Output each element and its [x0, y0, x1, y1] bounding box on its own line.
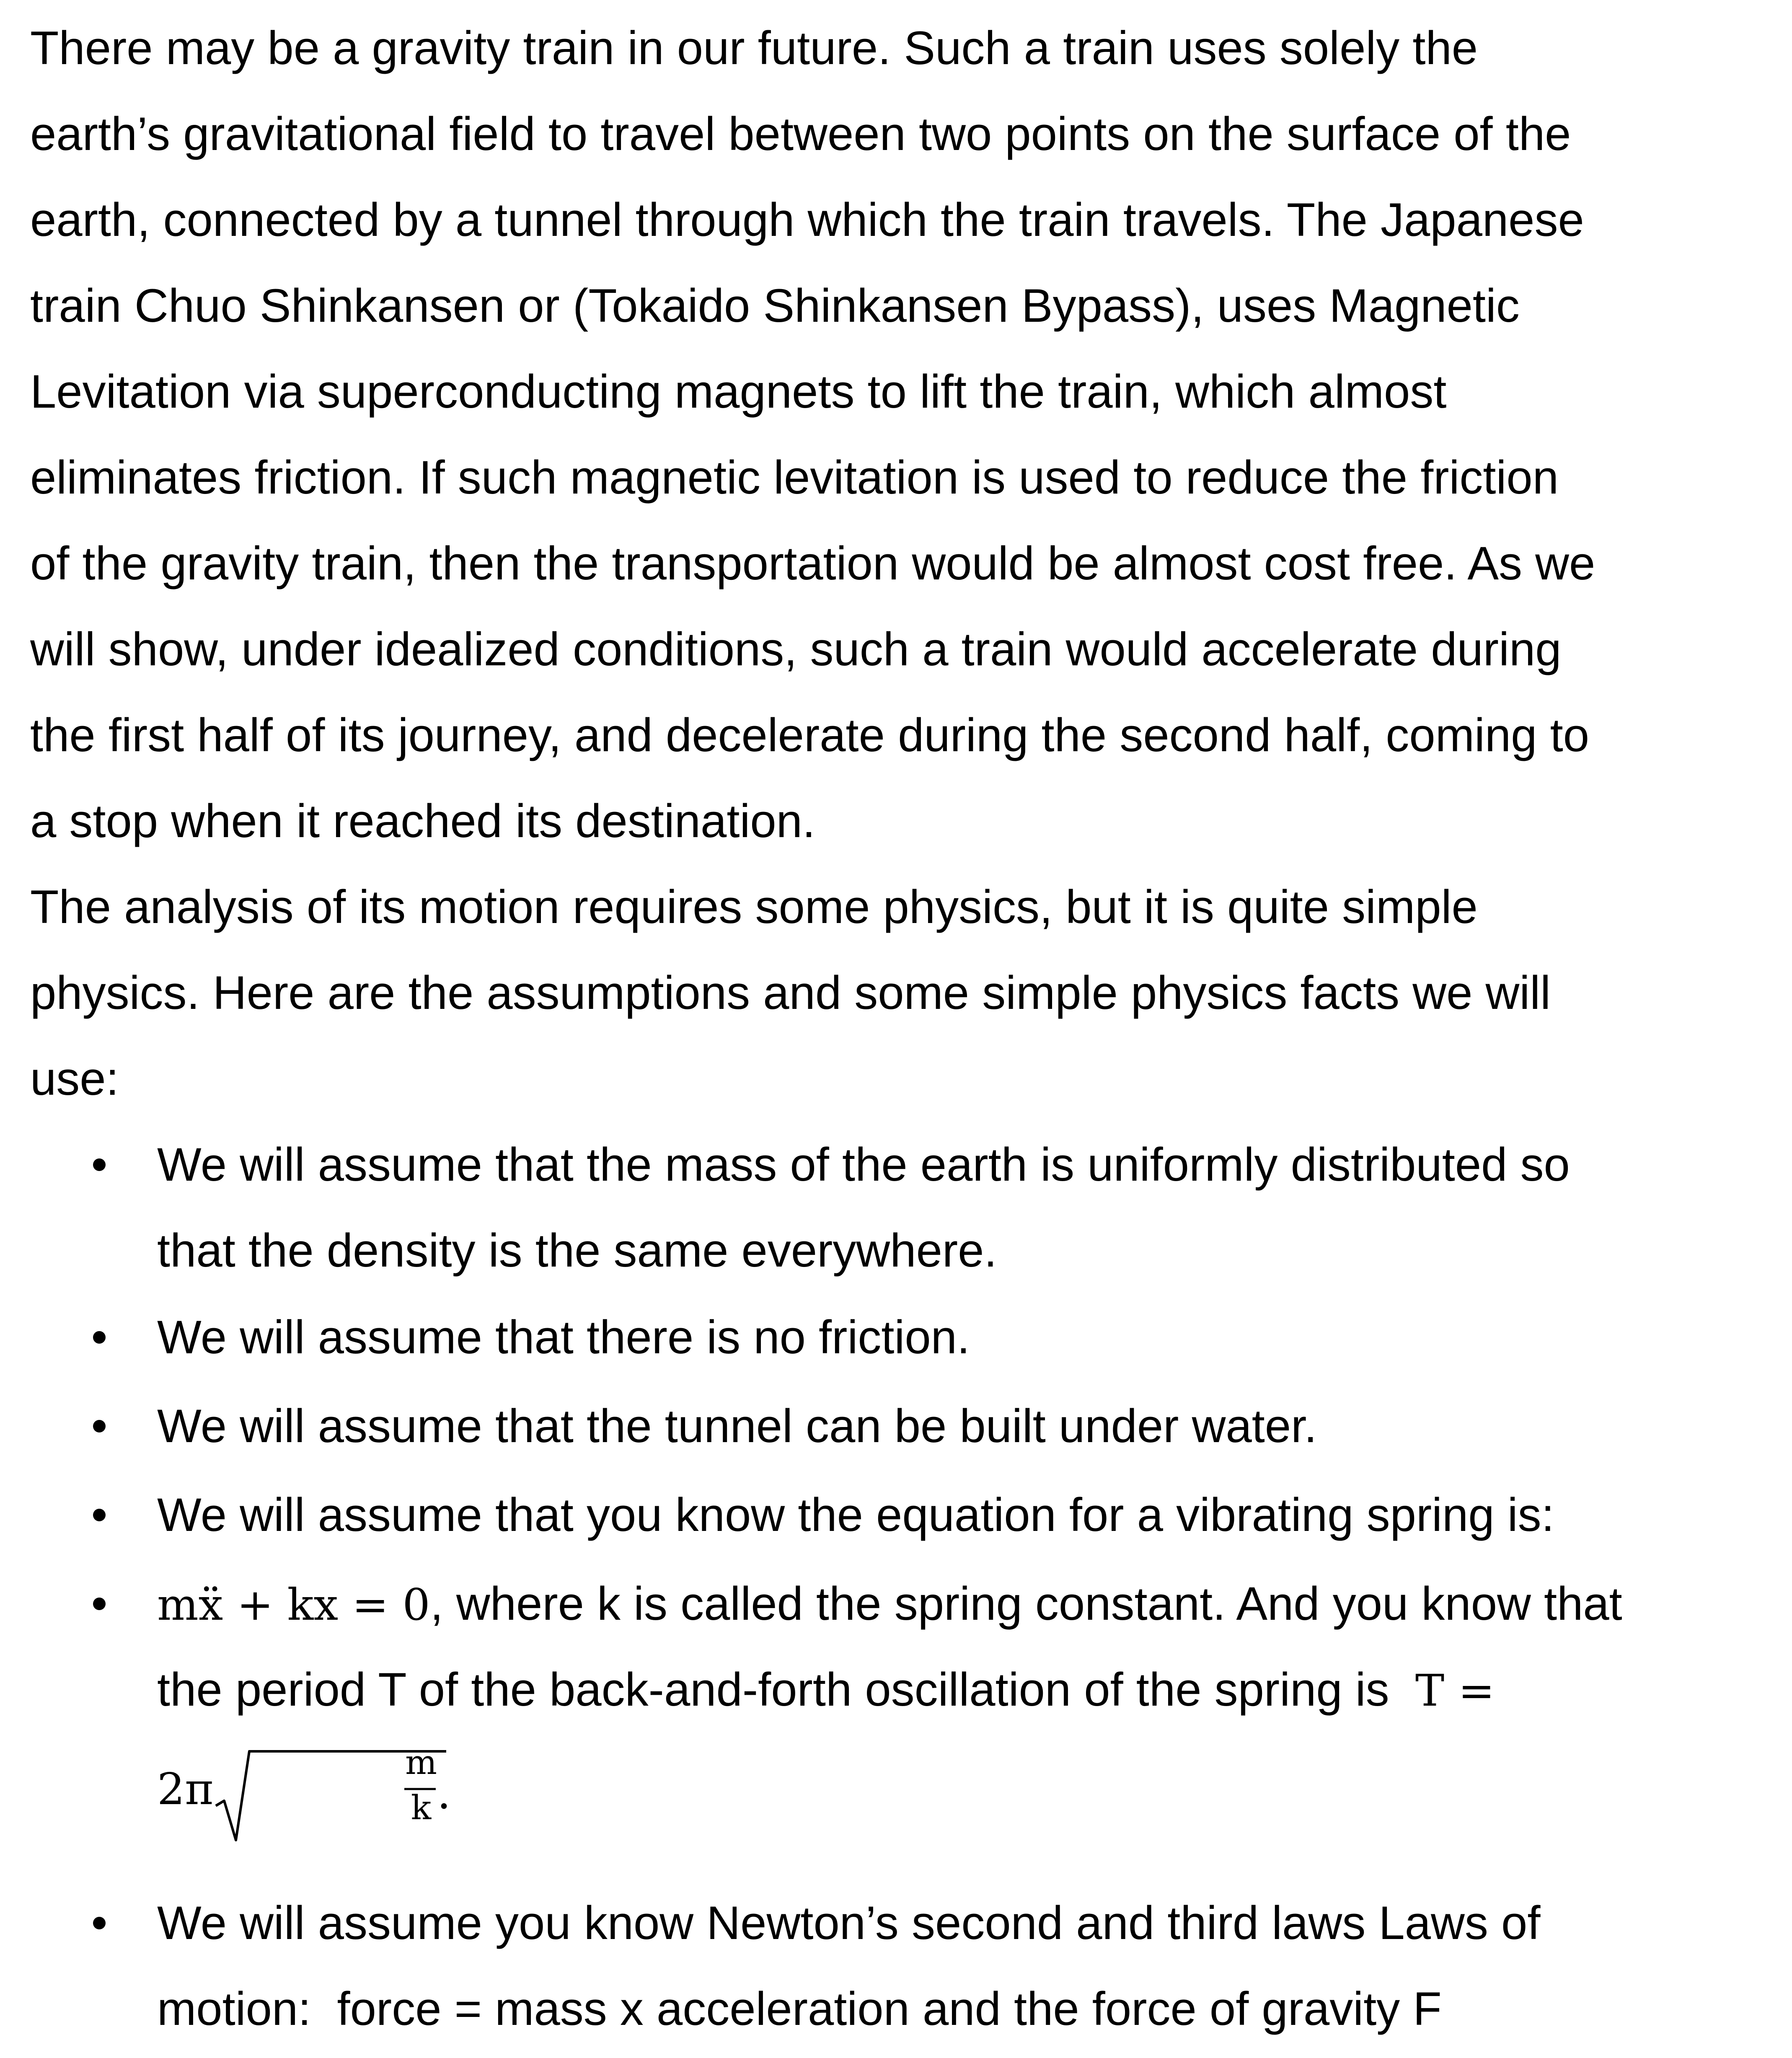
intro-line: earth’s gravitational field to travel between two points on the surface of the — [30, 108, 1571, 160]
bullet-text-line — [157, 1647, 1749, 1732]
bullet-text-line: We will assume that the tunnel can be built under water. — [157, 1400, 1317, 1452]
bullet-text-line — [157, 1561, 1749, 1647]
analysis-line: The analysis of its motion requires some physics, but it is quite simple — [30, 881, 1478, 933]
spring-equation-text: , where k is called the spring constant. And you know that — [430, 1577, 1622, 1630]
intro-line: There may be a gravity train in our future. Such a train uses solely the — [30, 22, 1478, 74]
analysis-line: physics. Here are the assumptions and some simple physics facts we will — [30, 967, 1551, 1019]
intro-line: train Chuo Shinkansen or (Tokaido Shinkansen Bypass), uses Magnetic — [30, 279, 1520, 332]
bullet-text-line: that the density is the same everywhere. — [157, 1224, 997, 1277]
formula-coefficient: 2π — [157, 1763, 214, 1815]
bullet-text-line: We will assume that there is no friction. — [157, 1311, 970, 1363]
bullet-icon — [93, 1598, 106, 1610]
bullet-icon — [93, 1158, 106, 1171]
intro-line: eliminates friction. If such magnetic levitation is used to reduce the friction — [30, 451, 1559, 504]
fraction-denominator: k — [411, 1788, 432, 1827]
bullet-icon — [93, 1420, 106, 1432]
formula-period: . — [437, 1768, 451, 1819]
intro-line: of the gravity train, then the transportation would be almost cost free. As we — [30, 537, 1595, 589]
intro-line: Levitation via superconducting magnets to lift the train, which almost — [30, 365, 1447, 418]
fraction-numerator: m — [405, 1743, 437, 1782]
bullet-text-line: motion: force = mass x acceleration and the force of gravity F — [157, 1983, 1442, 2035]
bullet-text-line: We will assume you know Newton’s second and third laws Laws of — [157, 1897, 1541, 1949]
intro-paragraph — [30, 5, 1748, 864]
intro-line: earth, connected by a tunnel through which the train travels. The Japanese — [30, 194, 1584, 246]
period-text: the period T of the back-and-forth oscillation of the spring is — [157, 1663, 1389, 1716]
analysis-line: use: — [30, 1052, 119, 1105]
bullet-text-line: We will assume that the mass of the earth is uniformly distributed so — [157, 1138, 1570, 1191]
intro-line: will show, under idealized conditions, such a train would accelerate during — [30, 623, 1562, 675]
bullet-text-line: We will assume that you know the equation for a vibrating spring is: — [157, 1489, 1554, 1541]
analysis-paragraph — [30, 864, 1748, 1122]
spring-equation: mẍ + kx = 0 — [157, 1579, 430, 1630]
period-formula — [157, 1743, 451, 1856]
bullet-icon — [93, 1917, 106, 1929]
intro-line: the first half of its journey, and decelerate during the second half, coming to — [30, 709, 1589, 761]
bullet-icon — [93, 1331, 106, 1344]
intro-line: a stop when it reached its destination. — [30, 795, 816, 847]
period-equation-start: T = — [1415, 1665, 1495, 1716]
bullet-icon — [93, 1509, 106, 1521]
